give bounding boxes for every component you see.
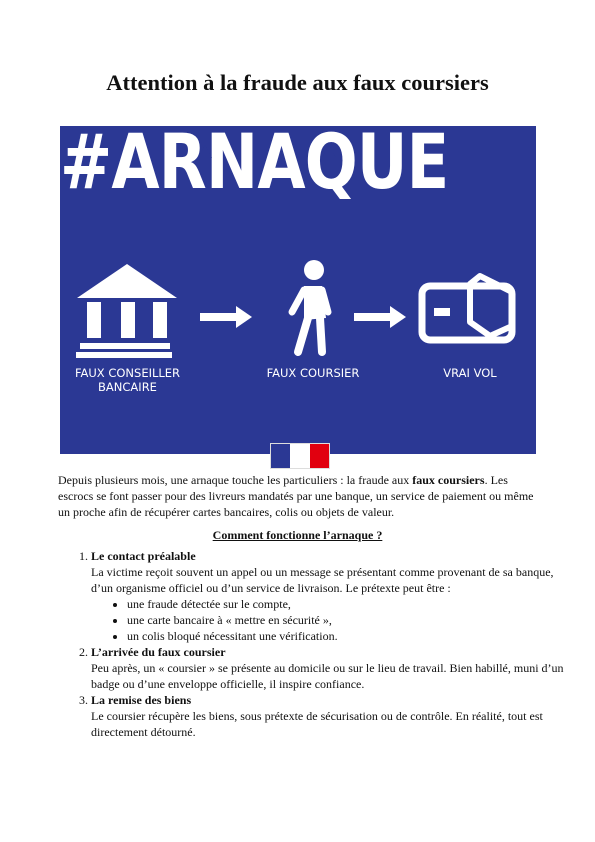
banner-illustration — [60, 126, 536, 454]
arnaque-banner — [60, 126, 536, 454]
label-vrai-vol: VRAI VOL — [443, 366, 497, 380]
list-item: • un colis bloqué nécessitant une vérification. — [127, 628, 569, 644]
step-body: Le coursier récupère les biens, sous prétexte de sécurisation ou de contrôle. En réalité, tout est directement détourné. — [91, 709, 543, 739]
section-heading: Comment fonctionne l’arnaque ? — [212, 528, 383, 542]
marianne-logo — [270, 443, 330, 469]
walking-person-icon — [292, 260, 328, 352]
card-in-hand-icon — [422, 276, 512, 340]
bullet-list — [91, 596, 569, 644]
step-heading: 2. L’arrivée du faux coursier — [91, 645, 226, 659]
label-faux-coursier: FAUX COURSIER — [266, 366, 360, 380]
steps-list — [58, 548, 569, 740]
step-heading: 1. Le contact préalable — [91, 549, 196, 563]
list-item — [91, 548, 569, 644]
step-body: Peu après, un « coursier » se présente au domicile ou sur le lieu de travail. Bien habillé, muni d’un badge ou d’une enveloppe officielle, il inspire confiance. — [91, 661, 564, 691]
banner-hashtag: #ARNAQUE — [60, 126, 449, 206]
step-body: La victime reçoit souvent un appel ou un message se présentant comme provenant de sa banque, d’un organisme officiel ou d’un service de livraison. Le prétexte peut être : — [91, 565, 554, 595]
label-faux-conseiller: FAUX CONSEILLER BANCAIRE — [74, 366, 181, 394]
list-item: • une carte bancaire à « mettre en sécurité », — [127, 612, 569, 628]
page-title: Attention à la fraude aux faux coursiers — [106, 70, 489, 95]
bank-icon — [76, 264, 177, 358]
list-item — [91, 692, 569, 740]
arrow-right-icon — [200, 306, 252, 328]
list-item — [91, 644, 569, 692]
intro-paragraph: Depuis plusieurs mois, une arnaque touche les particuliers : la fraude aux faux coursiers. Les escrocs se font passer pour des livreurs mandatés par une banque, un service de paiement ou même un proche afin de récupérer cartes bancaires, colis ou objets de valeur. — [58, 473, 534, 519]
list-item: • une fraude détectée sur le compte, — [127, 596, 569, 612]
arrow-right-icon — [354, 306, 406, 328]
step-heading: 3. La remise des biens — [91, 693, 192, 707]
